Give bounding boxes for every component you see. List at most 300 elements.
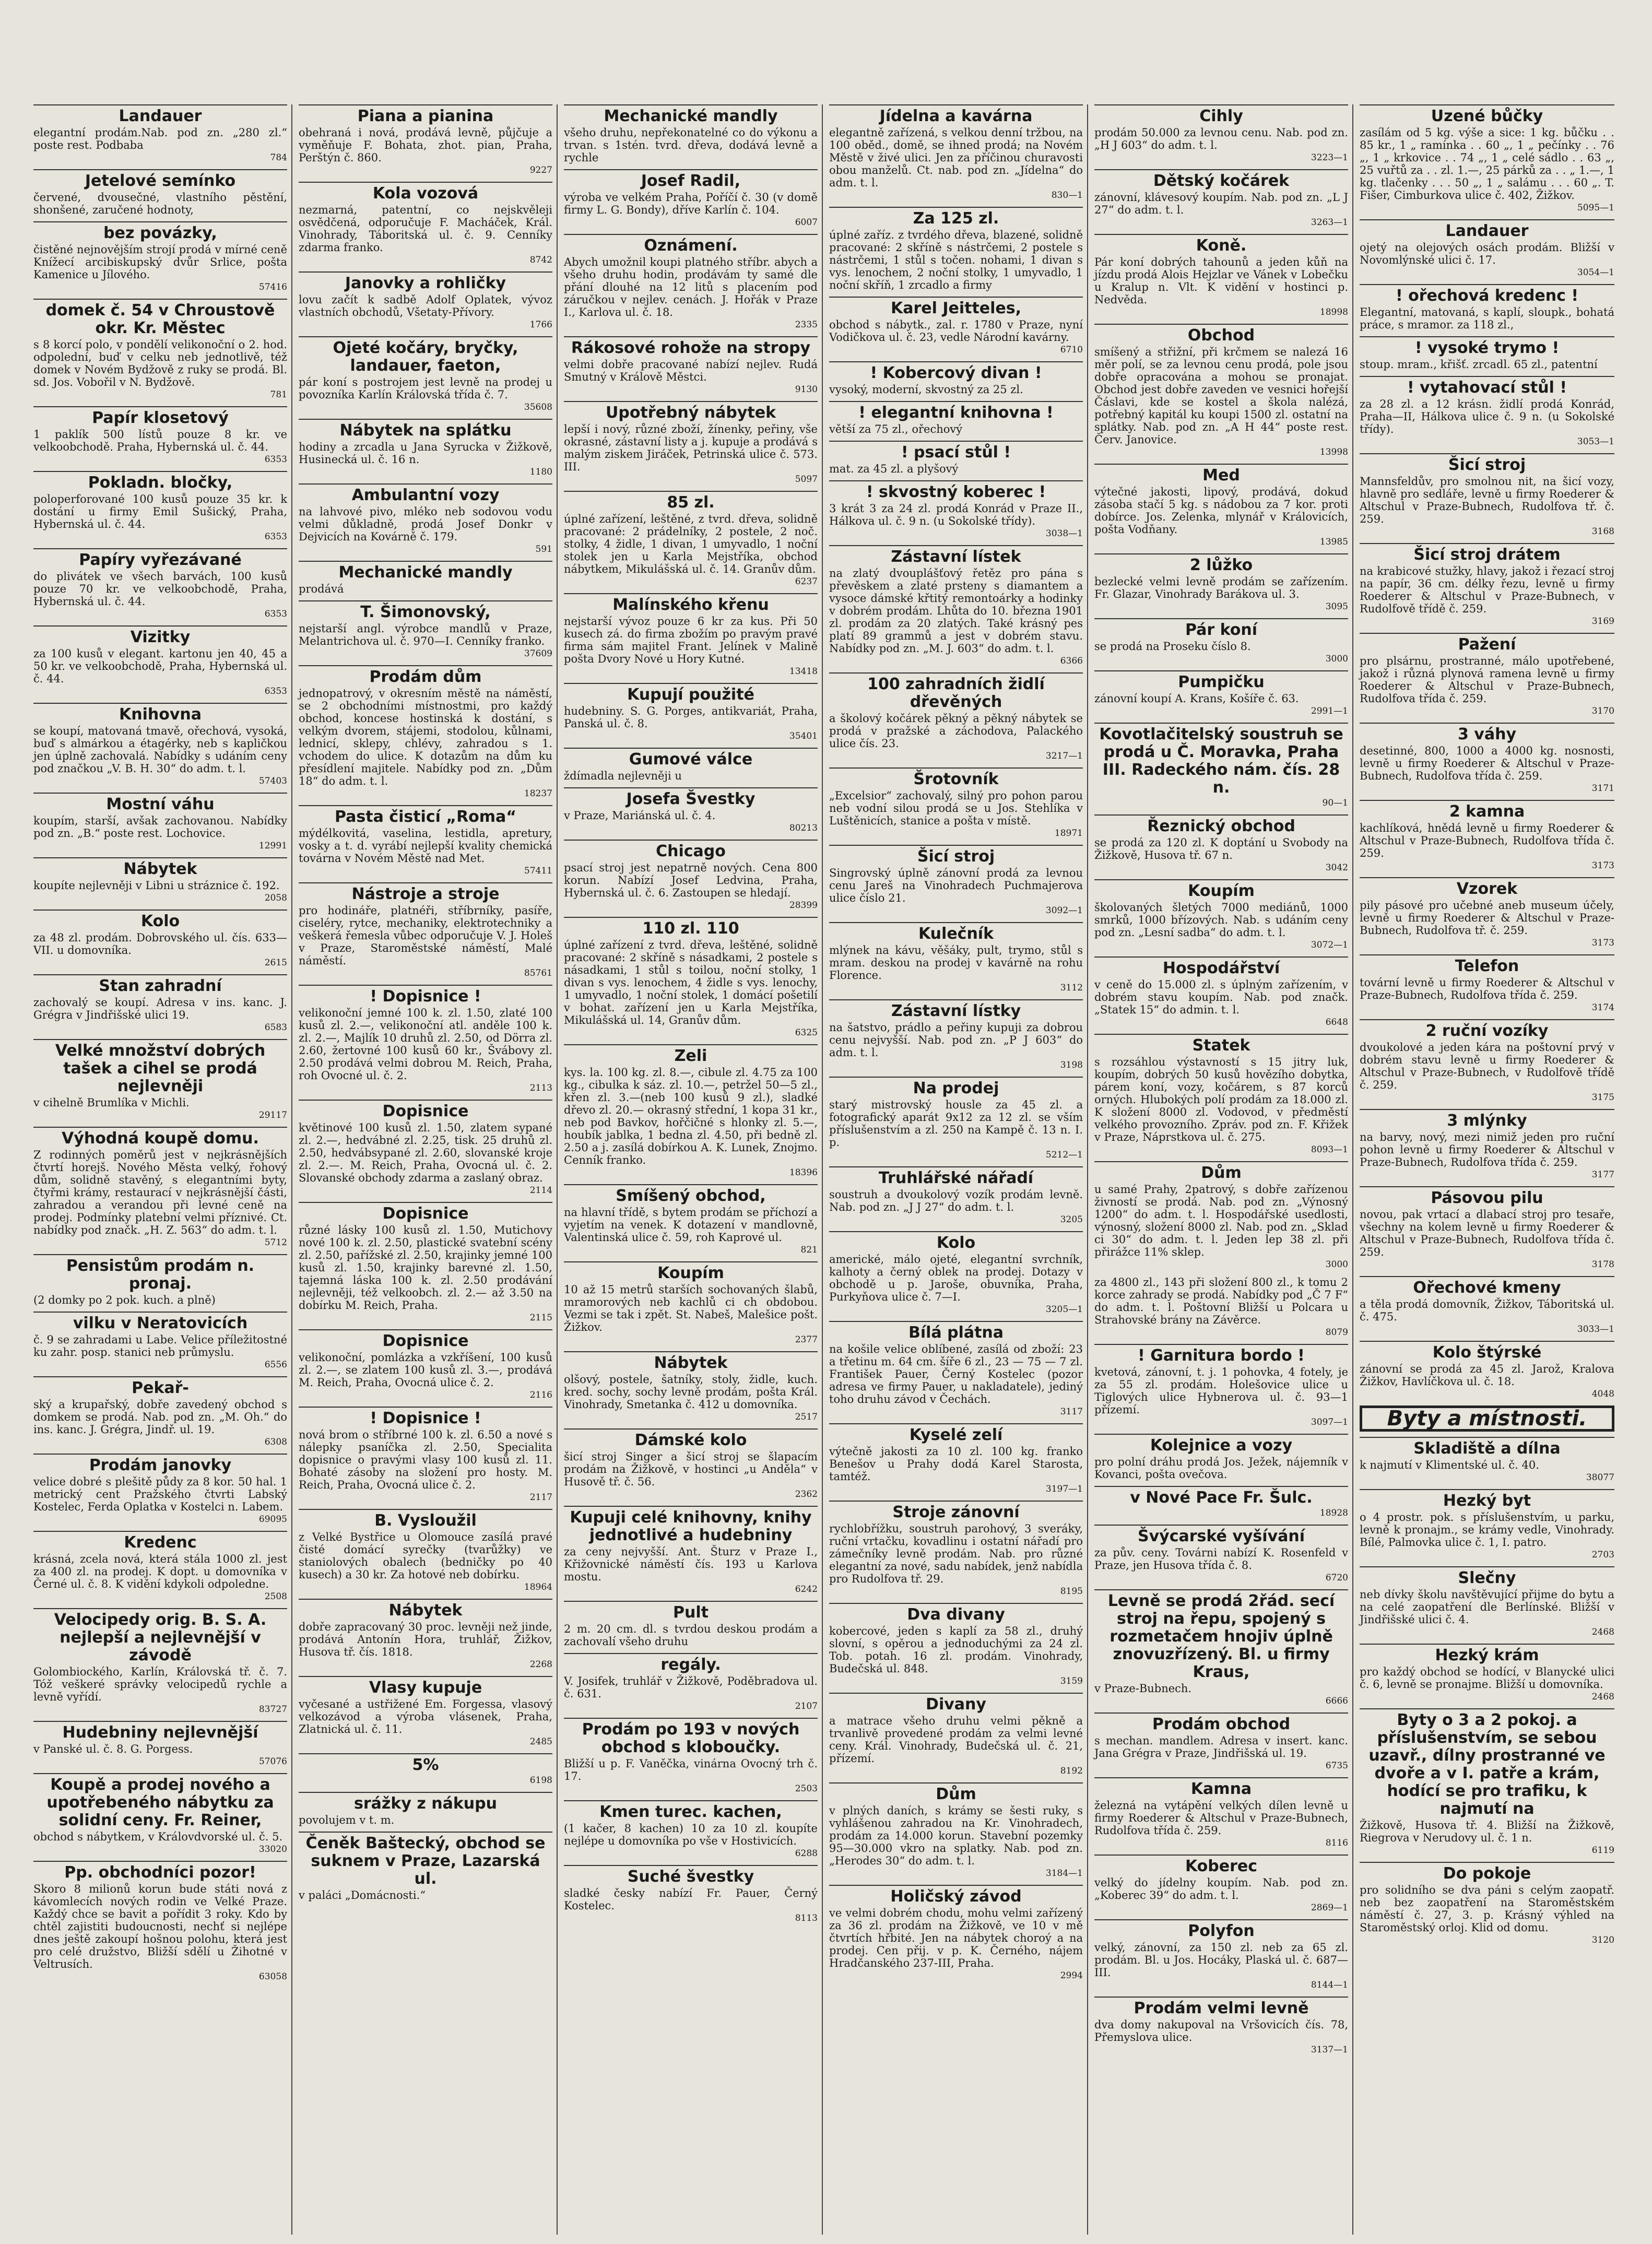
classified-ad <box>829 441 1083 475</box>
ad-heading: 2 ruční vozíky <box>1360 1019 1614 1040</box>
ad-body: s mechan. mandlem. Adresa v insert. kanc. Jana Grégra v Praze, Jindřišská ul. 19. <box>1094 1734 1348 1759</box>
ad-body: do plivátek ve všech barvách, 100 kusů pouze 70 kr. ve velkoobchodě, Praha, Hybernská ul. č. 44. <box>33 570 287 608</box>
ad-body: za 4800 zl., 143 při složení 800 zl., k tomu 2 korce zahrady se prodá. Nabídky pod „Č 7 F“ do adm. t. l. Poštovní Bližší u Polcara u Strahovské brány na Závěrce. <box>1094 1276 1348 1326</box>
ad-heading: Stroje zánovní <box>829 1501 1083 1521</box>
classified-ad <box>564 1601 818 1648</box>
classified-ad <box>564 1653 818 1712</box>
column-6 <box>1358 104 1619 2235</box>
ad-heading: Hospodářství <box>1094 956 1348 977</box>
classified-ad <box>829 922 1083 994</box>
classified-ad <box>33 1312 287 1371</box>
ad-heading: Hudebniny nejlevnější <box>33 1721 287 1742</box>
ad-heading: Chicago <box>564 840 818 860</box>
ad-code: 3168 <box>1591 526 1614 537</box>
ad-heading: Kupuji celé knihovny, knihy jednotlivé a hudebniny <box>564 1506 818 1544</box>
ad-code: 2615 <box>264 958 287 968</box>
ad-heading: Ambulantní vozy <box>299 483 552 504</box>
ad-heading: Smíšený obchod, <box>564 1184 818 1205</box>
ad-code: 3178 <box>1591 1259 1614 1270</box>
classified-ad <box>1094 1486 1348 1519</box>
ad-body: o 4 prostr. pok. s příslušenstvím, u parku, levně k pronajm., se krámy vedle, Vinohrady. Bílé, Palmovka ulice č. 1, I. patro. <box>1360 1511 1614 1549</box>
ad-code: 2114 <box>529 1185 552 1196</box>
ad-body: mýdélkovitá, vaselina, lestidla, apretury, vosky a t. d. vyrábí nejlepší kvality chemická továrna v Novém Městě nad Met. <box>299 827 552 865</box>
ad-heading: Šicí stroj drátem <box>1360 543 1614 564</box>
classified-ad <box>1094 464 1348 548</box>
ad-body: šicí stroj Singer a šicí stroj se šlapacím prodám na Žižkově, v hostinci „u Anděla“ v Husově tř. č. 56. <box>564 1450 818 1488</box>
ad-body: úplné zaříz. z tvrdého dřeva, blazené, solidně pracované: 2 skříně s nástrčemi, 2 postele s nástrčemi, 1 stůl s točen. nohami, 1 divan s vys. lenochem, 2 noční stolky, 1 umyvadlo, 1 noční skříň, 1 zrcadlo a firmy <box>829 229 1083 291</box>
ad-body: se prodá na Proseku číslo 8. <box>1094 640 1251 653</box>
ad-body: krásná, zcela nová, která stála 1000 zl. jest za 400 zl. na prodej. K dopt. u domovníka v Černé ul. č. 8. K vidění kdykoli odpoledne. <box>33 1553 287 1590</box>
ad-heading: Byty o 3 a 2 pokoj. a příslušenstvím, se sebou uzavř., dílny prostranné ve dvoře a v I. patře a krám, hodící se pro trafiku, k najmutí na <box>1360 1708 1614 1818</box>
classified-ad <box>1360 543 1614 628</box>
classified-ad <box>1094 1434 1348 1481</box>
classified-ad <box>564 401 818 486</box>
ad-heading: srážky z nákupu <box>299 1792 552 1813</box>
ad-code: 3072—1 <box>1311 940 1348 950</box>
ad-heading: Janovky a rohličky <box>299 271 552 292</box>
classified-ad <box>33 548 287 620</box>
ad-code: 2468 <box>1591 1627 1614 1637</box>
ad-code: 69095 <box>258 1514 287 1525</box>
ad-body: dobře zapracovaný 30 proc. levněji než jinde, prodává Antonín Hora, truhlář, Žižkov, Husova tř. čís. 1818. <box>299 1621 552 1658</box>
ad-heading: Pasta čisticí „Roma“ <box>299 805 552 826</box>
ad-heading: 85 zl. <box>564 491 818 512</box>
section-heading-box: Byty a místnosti. <box>1360 1406 1614 1432</box>
ad-body: V. Josifek, truhlář v Žižkově, Poděbradova ul. č. 631. <box>564 1675 818 1700</box>
ad-body: Skoro 8 milionů korun bude státi nová z kávomlecích nových rodin ve Velké Praze. Každý chce se bavit a pořídit 3 roky. Kdo by chtěl zajistiti budoucnosti, nechť si nejlépe dnes ještě zakoupí hošnou polohu, která jest pro celé družstvo, Bližší sdělí u Žihotné v Veltrusích. <box>33 1883 287 1970</box>
ad-code: 80213 <box>789 823 818 833</box>
ad-code: 5097 <box>795 474 818 485</box>
ad-body: zánovní, klávesový koupím. Nab. pod zn. „L J 27“ do adm. t. l. <box>1094 191 1348 216</box>
ad-heading: Cihly <box>1094 104 1348 125</box>
ad-code: 3120 <box>1591 1935 1614 1945</box>
ad-body: 10 až 15 metrů starších sochovaných šlabů, mramorových neb kachlů ci ch obdobou. Vezmi se tak i zpět. St. Nabeš, Malešice pošt. Žižkov. <box>564 1283 818 1333</box>
ad-code: 9130 <box>795 384 818 395</box>
ad-heading: Dům <box>1094 1161 1348 1182</box>
ad-code: 2117 <box>529 1492 552 1503</box>
ad-body: zánovní se prodá za 45 zl. Jarož, Kralova Žižkov, Havlíčkova ul. č. 18. <box>1360 1363 1614 1388</box>
ad-body: na zlatý dvouplášťový řetěz pro pána s převěskem a zlaté prsteny s diamantem a vysoce dámské křtitý remontoárky a hodinky v dobrém prodám. Lhůta do 10. března 1901 zl. prodám za 20 zlatých. Také krásný pes platí 89 grammů a jest v dobrém stavu. Nabídky pod zn. „M. J. 603“ do adm. t. l. <box>829 567 1083 655</box>
ad-code: 2115 <box>529 1313 552 1323</box>
classified-ad <box>33 703 287 787</box>
ad-body: větší za 75 zl., ořechový <box>829 423 963 435</box>
ad-code: 3000 <box>1325 1259 1348 1270</box>
classified-ad <box>564 169 818 229</box>
classified-ad <box>33 1773 287 1856</box>
classified-ad <box>1094 1855 1348 1914</box>
ad-body: soustruh a dvoukolový vozík prodám levně. Nab. pod zn. „J J 27“ do adm. t. l. <box>829 1188 1083 1213</box>
ad-body: Singrovský úplně zánovní prodá za levnou cenu Jareš na Vinohradech Puchmajerova ulice číslo 21. <box>829 867 1083 904</box>
ad-heading: Ojeté kočáry, bryčky, landauer, faeton, <box>299 336 552 375</box>
classified-ad <box>829 480 1083 540</box>
ad-body: (1 kačer, 8 kachen) 10 za 10 zl. koupíte nejlépe u domovníka po vše v Hostivicích. <box>564 1822 818 1847</box>
ad-code: 8195 <box>1060 1586 1083 1597</box>
ad-heading: Zástavní lístky <box>829 999 1083 1020</box>
ad-heading: Koupím <box>1094 879 1348 900</box>
classified-ad <box>564 917 818 1039</box>
ad-body: hodiny a zrcadla u Jana Syrucka v Žižkově, Husinecká ul. č. 16 n. <box>299 441 552 466</box>
classified-ad <box>829 401 1083 435</box>
column-2 <box>297 104 558 2235</box>
ad-heading: Landauer <box>1360 219 1614 240</box>
ad-heading: ! vysoké trymo ! <box>1360 336 1614 357</box>
ad-heading: vilku v Neratovicích <box>33 1312 287 1332</box>
classified-ad <box>299 1100 552 1197</box>
ad-body: jednopatrový, v okresním městě na náměstí, se 2 obchodními místnostmi, pro každý obchod, koncese hostinská k dostání, s velkým dvorem, stájemi, stodolou, kůlnami, lednicí, sklepy, chlévy, zahradou s 1. vchodem do ulice. K dotazům na dům ku přesídlení majitele. Nabídky pod zn. „Dům 18“ do adm. t. l. <box>299 687 552 787</box>
ad-heading: Piana a pianina <box>299 104 552 125</box>
classified-ad <box>564 336 818 396</box>
classified-ad <box>299 1599 552 1671</box>
ad-code: 2994 <box>1060 1970 1083 1981</box>
classified-ad <box>829 1782 1083 1880</box>
ad-code: 3095 <box>1325 601 1348 612</box>
classified-ad <box>299 1832 552 1902</box>
ad-code: 2377 <box>795 1334 818 1345</box>
ad-code: 57411 <box>524 866 552 876</box>
classified-ad <box>299 104 552 176</box>
classified-ad <box>829 1166 1083 1226</box>
ad-code: 6007 <box>795 217 818 228</box>
ad-heading: Mostní váhu <box>33 793 287 813</box>
ad-heading: Řeznický obchod <box>1094 814 1348 835</box>
ad-body: velikonoční jemné 100 k. zl. 1.50, zlaté 100 kusů zl. 2.—, velikonoční atl. anděle 100 k. zl. 2.—, Majlík 10 druhů zl. 2.50, od Dörra zl. 2.60, žertovné 100 kusů 60 kr., Švábovy zl. 2.50 prodává velmi dobrou M. Reich, Praha, roh Ovocné ul. č. 2. <box>299 1007 552 1082</box>
ad-code: 3205—1 <box>1045 1304 1083 1315</box>
ad-code: 2503 <box>795 1784 818 1794</box>
ad-code: 5712 <box>264 1237 287 1248</box>
classified-ad <box>299 1792 552 1826</box>
ad-heading: Pažení <box>1360 633 1614 654</box>
classified-ad <box>564 1351 818 1423</box>
ad-body: s rozsáhlou výstavností s 15 jitry luk, koupím, dobrých 50 kusů hovězího dobytka, párem koní, vozy, kočárem, s 87 korců orných. Hlubokých polí prodám za 18.000 zl. K složení 8000 zl. Vodovod, v předměstí velkého provozního. Zpráv. pod zn. F. Křižek v Praze, Náprstkova ul. č. 275. <box>1094 1056 1348 1143</box>
ad-code: 6353 <box>264 532 287 542</box>
ad-heading: Gumové válce <box>564 748 818 769</box>
ad-code: 90—1 <box>1322 798 1348 808</box>
classified-ad <box>1094 1712 1348 1772</box>
ad-heading: Pásovou pilu <box>1360 1186 1614 1207</box>
ad-body: úplné zařízení z tvrd. dřeva, leštěné, solidně pracované: 2 skříně s násadkami, 2 postele s násadkami, 1 stůl s toilou, noční stolky, 1 divan s vys. lenochem, 4 židle s vys. lenochy, 1 umyvadlo, 1 noční stolek, 1 domácí pošetilí v bohat. zařízení jen u Karla Mejstříka, Mikulášská ul. 14, Granův dům. <box>564 939 818 1026</box>
classified-ad <box>564 1261 818 1346</box>
ad-heading: Med <box>1094 464 1348 485</box>
ad-body: starý mistrovský housle za 45 zl. a fotografický aparát 9x12 za 12 zl. se vším příslušenstvím a zl. 250 na Kampě č. 13 n. I. p. <box>829 1099 1083 1149</box>
ad-code: 3042 <box>1325 863 1348 873</box>
ad-heading: Nábytek <box>299 1599 552 1620</box>
ad-heading: Suché švestky <box>564 1865 818 1886</box>
ad-heading: B. Vysloužil <box>299 1509 552 1530</box>
ad-code: 57403 <box>258 776 287 786</box>
ad-body: zachovalý se koupí. Adresa v ins. kanc. J. Grégra v Jindřišské ulici 19. <box>33 996 287 1021</box>
classified-ad <box>1094 1525 1348 1584</box>
ad-code: 8192 <box>1060 1766 1083 1776</box>
classified-ad <box>33 1861 287 1983</box>
classified-ad <box>1094 814 1348 874</box>
classified-ad <box>829 297 1083 356</box>
ad-body: pro hodináře, platnéři, stříbrníky, pasíře, ciseléry, rytce, mechaniky, elektrotechniky a veškerá řemesla vůbec odporučuje V. J. Holeš v Praze, Staroměstské náměstí, Malé náměstí. <box>299 904 552 967</box>
ad-heading: Kolo <box>33 910 287 930</box>
ad-heading: Šicí stroj <box>829 845 1083 866</box>
classified-ad <box>1360 219 1614 279</box>
ad-heading: ! Garnitura bordo ! <box>1094 1344 1348 1365</box>
ad-heading: 2 kamna <box>1360 800 1614 821</box>
classified-ad <box>829 207 1083 291</box>
ad-heading: Šicí stroj <box>1360 453 1614 474</box>
ad-heading: Prodám janovky <box>33 1454 287 1474</box>
classified-ad <box>1094 879 1348 951</box>
ad-heading: Pensistům prodám n. pronaj. <box>33 1254 287 1293</box>
classified-ad <box>1094 1034 1348 1156</box>
ad-code: 29117 <box>258 1110 287 1120</box>
newspaper-page <box>31 104 1621 2235</box>
ad-heading: Prodám dům <box>299 665 552 686</box>
ad-body: za 28 zl. a 12 krásn. židlí prodá Konrád, Praha—II, Hálkova ulice č. 9 n. (u Sokolské třídy). <box>1360 398 1614 435</box>
column-4 <box>827 104 1088 2235</box>
ad-code: 3053—1 <box>1577 436 1614 447</box>
ad-code: 3171 <box>1591 783 1614 794</box>
ad-body: pro plsárnu, prostranné, málo upotřebené, jakož i různá plynová ramena levně u firmy Roederer & Altschul v Praze-Bubnech, Rudolfova třída č. 259. <box>1360 655 1614 705</box>
ad-body: stoup. mram., křišť. zrcadl. 65 zl., patentní <box>1360 358 1598 371</box>
ad-heading: Zástavní lístek <box>829 545 1083 566</box>
ad-body: v Panské ul. č. 8. G. Porgess. <box>33 1743 193 1755</box>
ad-body: na barvy, nový, mezi nimiž jeden pro ruční pohon levně u firmy Roederer & Altschul v Praze-Bubnech, Rudolfova třída č. 259. <box>1360 1131 1614 1168</box>
classified-ad <box>1360 1566 1614 1638</box>
ad-heading: Polyfon <box>1094 1919 1348 1940</box>
classified-ad <box>829 1501 1083 1598</box>
classified-ad <box>299 419 552 478</box>
ad-body: velice dobré s plešitě půdy za 8 kor. 50 hal. 1 metrický cent Pražského čtvrti Labský Kostelec, Ferda Oplatka v Kostelci n. Labem. <box>33 1475 287 1513</box>
classified-ad <box>1094 553 1348 613</box>
classified-ad <box>33 1608 287 1716</box>
column-5 <box>1092 104 1353 2235</box>
ad-code: 6325 <box>795 1027 818 1038</box>
ad-body: ojetý na olejových osách prodám. Bližší v Novomlýnské ulici č. 17. <box>1360 241 1614 266</box>
ad-heading: Dům <box>829 1782 1083 1803</box>
ad-body: za ceny nejvyšší. Ant. Šturz v Praze I., Křižovnické náměstí čís. 193 u Karlova mostu. <box>564 1545 818 1583</box>
classified-ad <box>33 1531 287 1603</box>
ad-body: prodává <box>299 583 344 595</box>
classified-ad <box>1094 1344 1348 1428</box>
ad-heading: Holičský závod <box>829 1885 1083 1906</box>
classified-ad <box>299 1753 552 1787</box>
ad-body: pár koní s postrojem jest levně na prodej u povozníka Karlín Královská třída č. 7. <box>299 376 552 401</box>
ad-heading: Karel Jeitteles, <box>829 297 1083 317</box>
ad-code: 8144—1 <box>1311 1980 1348 1990</box>
ad-body: olšový, postele, šatníky, stoly, židle, kuch. kred. sochy, sochy levně prodám, pošta Král. Vinohrady, Smetanka č. 412 u domovníka. <box>564 1373 818 1411</box>
ad-body: (2 domky po 2 pok. kuch. a plně) <box>33 1294 216 1306</box>
ad-body: výroba ve velkém Praha, Poříčí č. 30 (v domě firmy L. G. Bondy), dříve Karlín č. 104. <box>564 191 818 216</box>
ad-heading: Truhlářské nářadí <box>829 1166 1083 1187</box>
ad-body: Z rodinných poměrů jest v nejkrásnějších čtvrtí horejš. Nového Města velký, řohový dům, solidně stavěný, s elegantními byty, čtyřmi krámy, restaurací v nejkrásnější části, zahradou a verandou při levné ceně na prodej. Podmínky platební velmi příznivé. Ct. nabídky pod značk. „H. Z. 563“ do adm. t. l. <box>33 1149 287 1236</box>
ad-code: 2869—1 <box>1311 1903 1348 1913</box>
classified-ad <box>1360 453 1614 538</box>
ad-heading: domek č. 54 v Chroustově okr. Kr. Městec <box>33 299 287 337</box>
ad-heading: Kola vozová <box>299 182 552 203</box>
ad-code: 8742 <box>529 255 552 265</box>
ad-body: povolujem v t. m. <box>299 1814 395 1826</box>
ad-body: elegantně zařízená, s velkou denní tržbou, na 100 oběd., domě, se ihned prodá; na Novém Městě v živé ulici. Jen za příčinou churavosti obou manželů. Ct. nab. pod zn. „Jídelna“ do adm. t. l. <box>829 126 1083 189</box>
ad-code: 591 <box>535 544 552 554</box>
ad-heading: Levně se prodá 2řád. secí stroj na řepu, spojený s rozmetačem hnojiv úplně znovuzřízený. Bl. u firmy Kraus, <box>1094 1589 1348 1681</box>
ad-heading: Hezký krám <box>1360 1644 1614 1664</box>
ad-heading: regály. <box>564 1653 818 1674</box>
ad-body: červené, dvousečné, vlastního pěstění, shonšené, zaručené hodnoty, <box>33 191 287 216</box>
ad-heading: Kulečník <box>829 922 1083 943</box>
classified-ad <box>299 483 552 556</box>
ad-heading: Kredenc <box>33 1531 287 1552</box>
ad-heading: ! vytahovací stůl ! <box>1360 376 1614 397</box>
ad-code: 33020 <box>258 1844 287 1855</box>
ad-heading: 100 zahradních židlí dřevěných <box>829 672 1083 711</box>
ad-body: nejstarší vývoz pouze 6 kr za kus. Při 50 kusech zá. do firma zbožím po pravým pravé firma sám majitel Frant. Jelínek v Malině pošta Dvory Nové u Hory Kutné. <box>564 615 818 665</box>
ad-code: 2508 <box>264 1591 287 1602</box>
classified-ad <box>829 104 1083 202</box>
ad-body: za pův. ceny. Továrni nabízí K. Rosenfeld v Praze, jen Husova třída č. 8. <box>1094 1546 1348 1572</box>
ad-heading: ! skvostný koberec ! <box>829 480 1083 501</box>
classified-ad <box>829 1693 1083 1777</box>
ad-heading: 5% <box>299 1753 552 1774</box>
ad-body: obchod s nábytk., zal. r. 1780 v Praze, nyní Vodičkova ul. č. 23, vedle Národní kavárny. <box>829 318 1083 344</box>
classified-ad <box>829 1231 1083 1316</box>
classified-ad <box>1360 1644 1614 1703</box>
ad-body: hudebniny. S. G. Porges, antikvariát, Praha, Panská ul. č. 8. <box>564 705 818 730</box>
ad-body: kys. la. 100 kg. zl. 8.—, cibule zl. 4.75 za 100 kg., cibulka k sáz. zl. 10.—, petržel 50—5 zl., křen zl. 3.—(neb 100 kusů 9 zl.), sladké dřevo zl. 20.— okrasný střední, 1 kopa 31 kr., neb pod Bavkov, hořčičné s hlonky zl. 5.—, houbík jablka, 1 bedna zl. 4.50, při bedně zl. 2.50 a j. zasílá dobírkou A. K. Lunek, Znojmo. Cenník franko. <box>564 1066 818 1166</box>
ad-heading: Do pokoje <box>1360 1862 1614 1883</box>
ad-code: 2058 <box>264 893 287 903</box>
ad-code: 3197—1 <box>1045 1484 1083 1494</box>
ad-code: 2113 <box>529 1083 552 1093</box>
ad-heading: Švýcarské vyšívání <box>1094 1525 1348 1545</box>
ad-code: 6353 <box>264 609 287 619</box>
classified-ad <box>829 999 1083 1071</box>
ad-code: 3159 <box>1060 1676 1083 1686</box>
classified-ad <box>1094 618 1348 665</box>
ad-code: 3117 <box>1060 1407 1083 1417</box>
ad-body: č. 9 se zahradami u Labe. Velice příležitostné ku zahr. posp. stanici neb průmyslu. <box>33 1333 287 1359</box>
ad-heading: Ořechové kmeny <box>1360 1276 1614 1297</box>
classified-ad <box>1360 104 1614 214</box>
ad-body: za 100 kusů v elegant. kartonu jen 40, 45 a 50 kr. ve velkoobchodě, Praha, Hybernská ul. č. 44. <box>33 647 287 685</box>
classified-ad <box>1360 1276 1614 1336</box>
classified-ad <box>564 234 818 331</box>
ad-body: na lahvové pivo, mléko neb sodovou vodu velmi důkladně, prodá Josef Donkr v Dejvicích na Kovárně č. 179. <box>299 505 552 543</box>
ad-heading: Velocipedy orig. B. S. A. nejlepší a nejlevnější v závodě <box>33 1608 287 1664</box>
ad-code: 3198 <box>1060 1060 1083 1070</box>
ad-heading: Obchod <box>1094 324 1348 345</box>
ad-heading: Vlasy kupuje <box>299 1676 552 1697</box>
ad-body: elegantní prodám.Nab. pod zn. „280 zl.“ poste rest. Podbaba <box>33 126 287 151</box>
ad-code: 8113 <box>795 1913 818 1923</box>
ad-heading: Mechanické mandly <box>299 561 552 582</box>
ad-heading: Slečny <box>1360 1566 1614 1587</box>
ad-body: ve velmi dobrém chodu, mohu velmi zařízený za 36 zl. prodám na Žižkově, ve 10 v mě čtvrtích hřbité. Jen na nábytek choroý a na prodej. Cen přij. v p. K. Černého, nájem Hradčanského 237-III, Praha. <box>829 1907 1083 1969</box>
classified-ad <box>1094 1919 1348 1991</box>
ad-body: a školový kočárek pěkný a pěkný nábytek se prodá v pražské a záchodova, Palackého ulice čís. 23. <box>829 712 1083 750</box>
ad-heading: Kamna <box>1094 1777 1348 1798</box>
ad-heading: Stan zahradní <box>33 974 287 995</box>
classified-ad <box>33 406 287 466</box>
classified-ad <box>1360 877 1614 949</box>
ad-body: 2 m. 20 cm. dl. s tvrdou deskou prodám a zachovalí všeho druhu <box>564 1623 818 1648</box>
classified-ad <box>1360 1186 1614 1271</box>
ad-code: 6237 <box>795 576 818 587</box>
ad-heading: Prodám velmi levně <box>1094 1997 1348 2017</box>
ad-code: 3033—1 <box>1577 1324 1614 1334</box>
ad-body: na krabicové stužky, hlavy, jakož i řezací stroj na papír, 36 cm. délky řezu, levně u firmy Roederer & Altschul v Praze-Bubnech, v Rudolfově třídě č. 259. <box>1360 565 1614 615</box>
ad-heading: T. Šimonovský, <box>299 600 552 621</box>
ad-body: dva domy nakupoval na Vršovicích čís. 78, Přemyslova ulice. <box>1094 2018 1348 2044</box>
ad-code: 6198 <box>529 1775 552 1786</box>
ad-code: 35401 <box>789 731 818 741</box>
classified-ad <box>33 1454 287 1526</box>
classified-ad <box>564 840 818 912</box>
classified-ad <box>1360 1862 1614 1946</box>
ad-code: 6666 <box>1325 1696 1348 1706</box>
ad-heading: Pp. obchodníci pozor! <box>33 1861 287 1882</box>
ad-code: 18928 <box>1319 1508 1348 1518</box>
ad-body: v paláci „Domácnosti.“ <box>299 1889 426 1902</box>
ad-body: v Praze-Bubnech. <box>1094 1682 1192 1695</box>
classified-ad <box>33 910 287 969</box>
classified-ad <box>1360 284 1614 331</box>
ad-code: 2468 <box>1591 1692 1614 1702</box>
classified-ad <box>564 491 818 588</box>
ad-body: psací stroj jest nepatrně nových. Cena 800 korun. Nabízí Josef Ledvina, Praha, Hybernská ul. č. 6. Zastoupen se hledají. <box>564 861 818 899</box>
classified-ad <box>1360 376 1614 448</box>
ad-code: 2362 <box>795 1489 818 1499</box>
ad-heading: v Nové Pace Fr. Šulc. <box>1094 1486 1348 1507</box>
ad-heading: 3 váhy <box>1360 723 1614 743</box>
ad-heading: Koberec <box>1094 1855 1348 1875</box>
classified-ad <box>1094 670 1348 717</box>
ad-body: velikonoční, pomlázka a vzkříšení, 100 kusů zl. 2.—, se zlatem 100 kusů zl. 3.—, prodává M. Reich, Praha, Ovocná ulice č. 2. <box>299 1351 552 1389</box>
classified-ad <box>299 1329 552 1401</box>
ad-code: 3173 <box>1591 938 1614 948</box>
ad-heading: Čeněk Baštecký, obchod se suknem v Praze, Lazarská ul. <box>299 1832 552 1888</box>
classified-ad <box>564 1506 818 1596</box>
ad-code: 3223—1 <box>1311 152 1348 163</box>
ad-heading: Dopisnice <box>299 1329 552 1350</box>
ad-heading: Pult <box>564 1601 818 1622</box>
ad-code: 6735 <box>1325 1761 1348 1771</box>
ad-code: 2485 <box>529 1737 552 1747</box>
classified-ad <box>299 1407 552 1504</box>
ad-body: úplné zařízení, leštěné, z tvrd. dřeva, solidně pracované: 2 prádelníky, 2 postele, 2 noč. stolky, 4 židle, 1 divan, 1 umyvadlo, 1 noční stolek jen u Karla Mejstříka, obchod nábytkem, Mikulášská ul. č. 14. Granův dům. <box>564 513 818 575</box>
ad-body: tovární levně u firmy Roederer & Altschul v Praze-Bubnech, Rudolfova třída č. 259. <box>1360 976 1614 1001</box>
ad-code: 3038—1 <box>1045 528 1083 539</box>
ad-code: 2517 <box>795 1412 818 1422</box>
ad-body: vysoký, moderní, skvostný za 25 zl. <box>829 383 1023 396</box>
classified-ad <box>564 683 818 742</box>
classified-ad <box>564 1428 818 1501</box>
ad-body: rychlobřížku, soustruh parohový, 3 sveráky, ruční vrtačku, kovadlinu i ostatní nářadí pro zámečníky levně prodám. Nab. pro různé elegantní za nové, sadu nabídek, jenž nabídla pro Rudolfova tř. 29. <box>829 1522 1083 1585</box>
ad-code: 2268 <box>529 1659 552 1670</box>
classified-ad <box>1094 1777 1348 1849</box>
classified-ad <box>1360 954 1614 1014</box>
classified-ad <box>1360 800 1614 872</box>
classified-ad <box>1094 1161 1348 1271</box>
classified-ad <box>1094 169 1348 229</box>
ad-code: 6556 <box>264 1360 287 1370</box>
ad-heading: Dámské kolo <box>564 1428 818 1449</box>
classified-ad <box>564 1718 818 1795</box>
classified-ad <box>299 561 552 595</box>
ad-heading: Nástroje a stroje <box>299 882 552 903</box>
ad-heading: Na prodej <box>829 1077 1083 1097</box>
ad-code: 83727 <box>258 1704 287 1715</box>
ad-heading: Divany <box>829 1693 1083 1714</box>
ad-code: 6308 <box>264 1437 287 1447</box>
classified-ad <box>33 1376 287 1448</box>
ad-body: lepší i nový, různé zboží, žínenky, peřiny, vše okrasné, zástavní listy a j. kupuje a prodává s malým ziskem Jiráček, Petrinská ulice č. 573. III. <box>564 423 818 473</box>
ad-body: železná na vytápění velkých dílen levně u firmy Roederer & Altschul v Praze-Bubnech, Rudolfova třída č. 259. <box>1094 1799 1348 1837</box>
